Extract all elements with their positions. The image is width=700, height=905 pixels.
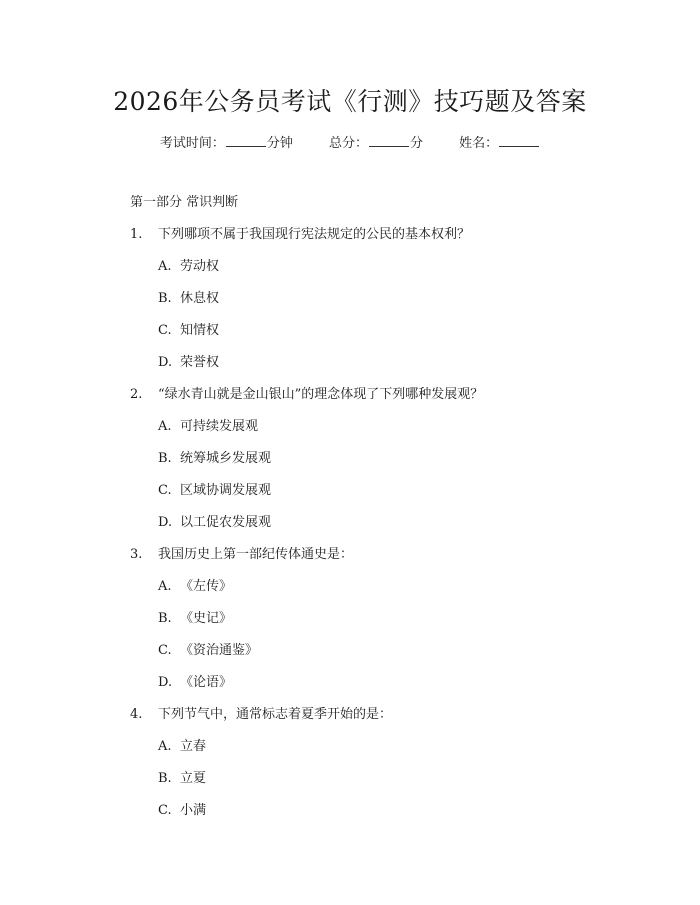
option-letter: A.	[158, 259, 172, 274]
option	[158, 255, 219, 274]
question-text: 下列哪项不属于我国现行宪法规定的公民的基本权利？	[158, 227, 471, 242]
question	[130, 223, 470, 242]
score-field	[329, 132, 423, 151]
option-letter: B.	[158, 611, 172, 626]
option	[158, 607, 232, 626]
option	[158, 447, 271, 466]
option-text: 可持续发展观	[180, 419, 259, 434]
option	[158, 767, 206, 786]
option-text: 荣誉权	[180, 355, 220, 370]
option-text: 以工促农发展观	[180, 515, 272, 530]
name-field	[459, 132, 540, 151]
option	[158, 479, 271, 498]
option-letter: B.	[158, 291, 172, 306]
option	[158, 319, 219, 338]
option-text: 知情权	[180, 323, 220, 338]
option-text: 统筹城乡发展观	[180, 451, 272, 466]
option	[158, 639, 258, 658]
exam-time-field	[160, 132, 293, 151]
score-label: 总分：	[328, 136, 368, 151]
question-text: 我国历史上第一部纪传体通史是：	[158, 547, 354, 562]
option	[158, 799, 206, 818]
exam-time-unit: 分钟	[266, 136, 293, 151]
question-number: 3.	[130, 547, 143, 562]
option-letter: A.	[158, 579, 172, 594]
option	[158, 511, 271, 530]
option	[158, 287, 219, 306]
section-heading: 第一部分 常识判断	[130, 195, 239, 210]
score-unit: 分	[410, 136, 424, 151]
question-number: 4.	[130, 707, 143, 722]
option-text: 《史记》	[180, 611, 233, 626]
exam-time-label: 考试时间：	[159, 136, 225, 151]
option	[158, 671, 232, 690]
question	[130, 703, 392, 722]
option-text: 《左传》	[180, 579, 233, 594]
option	[158, 415, 258, 434]
option	[158, 735, 206, 754]
option-text: 小满	[180, 803, 207, 818]
question	[130, 543, 353, 562]
page-title: 2026年公务员考试《行测》技巧题及答案	[113, 87, 587, 116]
option-text: 劳动权	[180, 259, 220, 274]
option-letter: D.	[158, 355, 173, 370]
question-number: 2.	[130, 387, 143, 402]
option-letter: A.	[158, 419, 172, 434]
name-label: 姓名：	[459, 136, 499, 151]
option-text: 立春	[180, 739, 207, 754]
option-letter: A.	[158, 739, 172, 754]
option-letter: C.	[158, 643, 172, 658]
question-text: “绿水青山就是金山银山”的理念体现了下列哪种发展观？	[158, 387, 484, 402]
name-blank	[499, 134, 539, 147]
option-letter: C.	[158, 803, 172, 818]
option-text: 《资治通鉴》	[180, 643, 259, 658]
question	[130, 383, 483, 402]
option-letter: D.	[158, 515, 173, 530]
option-text: 区域协调发展观	[180, 483, 272, 498]
score-blank	[369, 134, 409, 147]
exam-time-blank	[226, 134, 266, 147]
option-letter: C.	[158, 323, 172, 338]
option	[158, 351, 219, 370]
exam-info	[0, 132, 700, 151]
question-number: 1.	[130, 227, 143, 242]
option	[158, 575, 232, 594]
option-text: 立夏	[180, 771, 207, 786]
option-text: 《论语》	[180, 675, 233, 690]
option-letter: B.	[158, 771, 172, 786]
question-text: 下列节气中，通常标志着夏季开始的是：	[158, 707, 393, 722]
option-letter: D.	[158, 675, 173, 690]
option-letter: C.	[158, 483, 172, 498]
option-text: 休息权	[180, 291, 220, 306]
option-letter: B.	[158, 451, 172, 466]
